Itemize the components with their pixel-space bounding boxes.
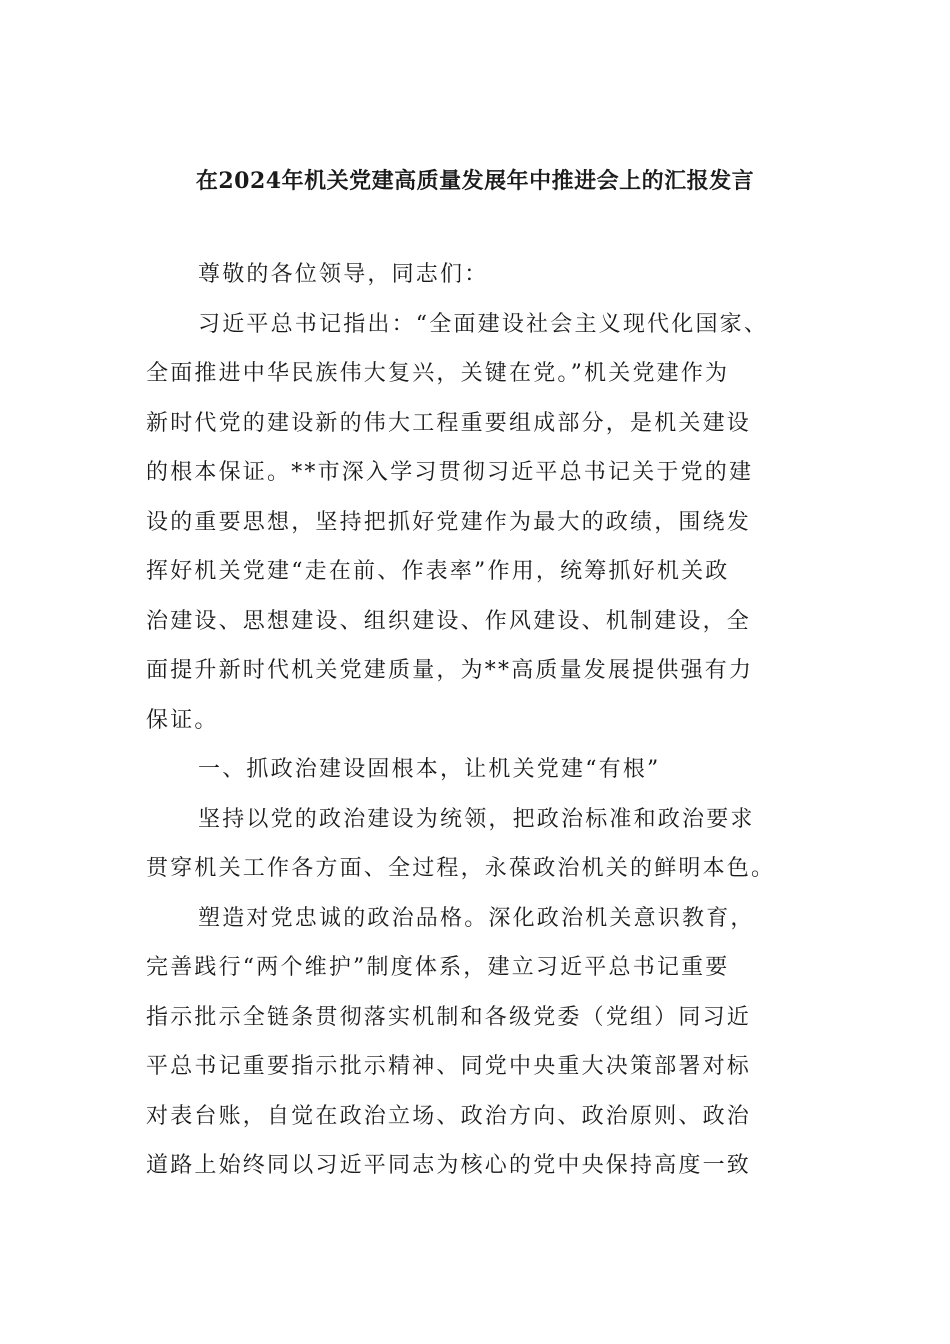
text-line: 习近平总书记指出：“全面建设社会主义现代化国家、 <box>198 311 769 337</box>
section-paragraph <box>146 795 826 894</box>
text-line: 的根本保证。**市深入学习贯彻习近平总书记关于党的建 <box>146 460 754 485</box>
text-line: 贯穿机关工作各方面、全过程，永葆政治机关的鲜明本色。 <box>146 856 776 881</box>
text-line: 坚持以党的政治建设为统领，把政治标准和政治要求 <box>198 806 755 832</box>
document-title: 在2024年机关党建高质量发展年中推进会上的汇报发言 <box>195 168 755 194</box>
text-line: 完善践行“两个维护”制度体系，建立习近平总书记重要 <box>146 955 730 980</box>
text-line: 对表台账，自觉在政治立场、政治方向、政治原则、政治 <box>146 1103 752 1129</box>
section-heading <box>146 745 826 795</box>
text-line: 平总书记重要指示批示精神、同党中央重大决策部署对标 <box>146 1054 752 1079</box>
text-line: 保证。 <box>146 707 219 733</box>
text-line: 设的重要思想，坚持把抓好党建作为最大的政绩，围绕发 <box>146 509 752 535</box>
document-body <box>146 250 826 1191</box>
text-line: 面提升新时代机关党建质量，为**高质量发展提供强有力 <box>146 658 754 683</box>
intro-paragraph <box>146 300 826 746</box>
text-line: 指示批示全链条贯彻落实机制和各级党委（党组）同习近 <box>146 1004 752 1030</box>
text-line: 新时代党的建设新的伟大工程重要组成部分，是机关建设 <box>146 410 752 436</box>
text-line: 道路上始终同以习近平同志为核心的党中央保持高度一致 <box>146 1153 752 1178</box>
text-line: 一、抓政治建设固根本，让机关党建“有根” <box>198 757 661 782</box>
text-line: 尊敬的各位领导，同志们： <box>198 262 489 287</box>
text-line: 全面推进中华民族伟大复兴，关键在党。”机关党建作为 <box>146 361 730 386</box>
section-paragraph <box>146 894 826 1191</box>
salutation-paragraph <box>146 250 826 300</box>
text-line: 治建设、思想建设、组织建设、作风建设、机制建设，全 <box>146 608 752 634</box>
text-line: 塑造对党忠诚的政治品格。深化政治机关意识教育， <box>198 905 755 931</box>
text-line: 挥好机关党建“走在前、作表率”作用，统筹抓好机关政 <box>146 559 730 584</box>
